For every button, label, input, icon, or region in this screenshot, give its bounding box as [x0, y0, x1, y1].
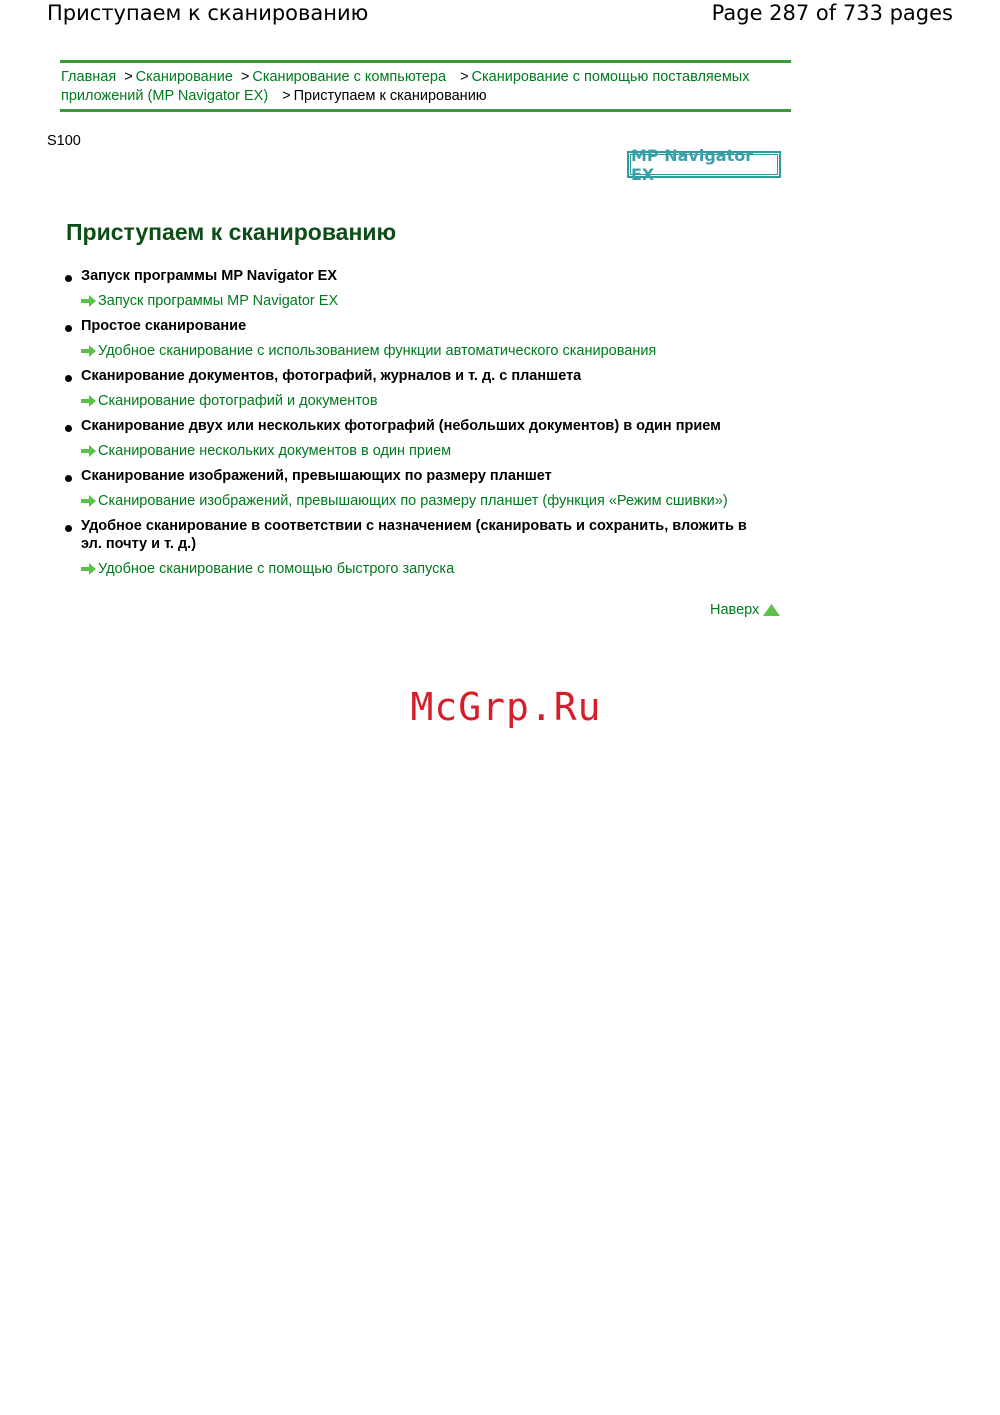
right-arrow-icon: [81, 563, 97, 575]
up-triangle-icon: [763, 604, 780, 616]
watermark: McGrp.Ru: [410, 685, 602, 729]
breadcrumb: [61, 68, 791, 106]
page-header-title: Приступаем к сканированию: [47, 1, 369, 25]
breadcrumb-separator: >: [240, 69, 250, 85]
section-link[interactable]: [81, 292, 762, 310]
breadcrumb-item-mp-navigator[interactable]: Сканирование с помощью поставляемых приложений (MP Navigator EX): [61, 69, 750, 104]
breadcrumb-separator: >: [282, 88, 291, 104]
section-link-label[interactable]: Запуск программы MP Navigator EX: [98, 293, 339, 309]
bullet-icon: [65, 525, 72, 532]
bullet-icon: [65, 425, 72, 432]
list-item: [62, 517, 762, 578]
list-item: [62, 367, 762, 410]
section-link[interactable]: [81, 492, 762, 510]
list-item: [62, 467, 762, 510]
section-heading: Простое сканирование: [81, 318, 247, 334]
section-link[interactable]: [81, 560, 762, 578]
breadcrumb-item-scanning[interactable]: Сканирование: [135, 69, 233, 85]
right-arrow-icon: [81, 295, 97, 307]
section-link-label[interactable]: Сканирование нескольких документов в один прием: [98, 443, 452, 459]
section-link-label[interactable]: Сканирование фотографий и документов: [98, 393, 378, 409]
bottom-rule: [60, 109, 791, 112]
application-badge-label: MP Navigator EX: [630, 154, 778, 175]
back-to-top-link[interactable]: [710, 602, 780, 618]
section-link-label[interactable]: Удобное сканирование с использованием функции автоматического сканирования: [98, 343, 657, 359]
bullet-icon: [65, 275, 72, 282]
section-heading: Сканирование документов, фотографий, журналов и т. д. с планшета: [81, 368, 582, 384]
list-item: [62, 267, 762, 310]
right-arrow-icon: [81, 345, 97, 357]
breadcrumb-item-scan-from-computer[interactable]: Сканирование с компьютера: [252, 69, 447, 85]
section-link[interactable]: [81, 442, 762, 460]
right-arrow-icon: [81, 445, 97, 457]
list-item: [62, 417, 762, 460]
section-link-label[interactable]: Удобное сканирование с помощью быстрого запуска: [98, 561, 455, 577]
page-title: Приступаем к сканированию: [66, 219, 397, 245]
section-link[interactable]: [81, 392, 762, 410]
breadcrumb-item-home[interactable]: Главная: [61, 69, 117, 85]
breadcrumb-separator: >: [124, 69, 133, 85]
list-item: [62, 317, 762, 360]
right-arrow-icon: [81, 395, 97, 407]
bullet-icon: [65, 325, 72, 332]
section-heading: Сканирование изображений, превышающих по размеру планшет: [81, 468, 552, 484]
bullet-icon: [65, 475, 72, 482]
section-list: [62, 267, 762, 585]
section-link[interactable]: [81, 342, 762, 360]
top-rule: [60, 60, 791, 63]
section-heading: Удобное сканирование в соответствии с назначением (сканировать и сохранить, вложить в эл. почту и т. д.): [81, 518, 747, 552]
section-heading: Запуск программы MP Navigator EX: [81, 268, 338, 284]
page-number: Page 287 of 733 pages: [711, 1, 953, 25]
bullet-icon: [65, 375, 72, 382]
model-label: S100: [47, 133, 81, 149]
right-arrow-icon: [81, 495, 97, 507]
section-heading: Сканирование двух или нескольких фотографий (небольших документов) в один прием: [81, 418, 721, 434]
section-link-label[interactable]: Сканирование изображений, превышающих по размеру планшет (функция «Режим сшивки»): [98, 493, 728, 509]
breadcrumb-separator: >: [460, 69, 469, 85]
application-badge: [627, 145, 781, 184]
back-to-top-label[interactable]: Наверх: [710, 602, 760, 618]
breadcrumb-current: Приступаем к сканированию: [293, 88, 487, 104]
